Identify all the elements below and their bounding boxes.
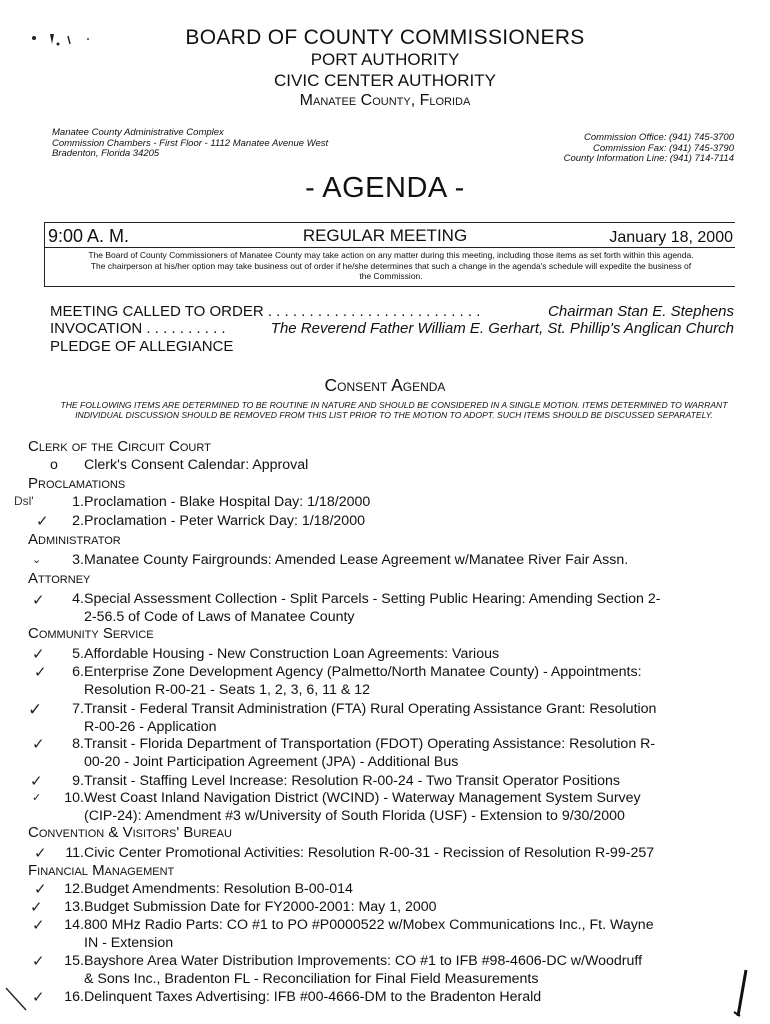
margin-bracket-icon xyxy=(726,966,756,1022)
item-9-number: 9. xyxy=(72,773,84,789)
item-1-number: 1. xyxy=(72,494,84,510)
item-15 xyxy=(84,953,734,988)
meeting-notice xyxy=(50,250,732,282)
meeting-type: REGULAR MEETING xyxy=(302,226,468,245)
item-3: Manatee County Fairgrounds: Amended Lease Agreement w/Manatee River Fair Assn. xyxy=(84,552,629,568)
item-10-number: 10. xyxy=(64,790,84,806)
check-icon: ✓ xyxy=(34,664,47,681)
invocation-label: INVOCATION . . . . . . . . . . xyxy=(50,320,226,337)
meeting-date: January 18, 2000 xyxy=(609,229,733,246)
notice-line3: the Commission. xyxy=(359,271,423,281)
item-5-number: 5. xyxy=(72,646,84,662)
item-11-number: 11. xyxy=(65,845,84,861)
meeting-called-to-order xyxy=(50,303,734,320)
commission-office-phone: Commission Office: (941) 745-3700 xyxy=(584,132,734,143)
item-2: Proclamation - Peter Warrick Day: 1/18/2000 xyxy=(84,513,365,529)
called-label: MEETING CALLED TO ORDER . . . . . . . . . . . . . . . . . . . . . . . . . . xyxy=(50,303,481,320)
consent-note xyxy=(44,400,744,420)
clerk-bullet: o xyxy=(50,457,58,473)
check-icon: ✓ xyxy=(30,773,43,790)
item-8-line2: 00-20 - Joint Participation Agreement (JPA) - Additional Bus xyxy=(84,753,459,770)
item-3-number: 3. xyxy=(72,552,84,568)
invocation-by: The Reverend Father William E. Gerhart, St. Phillip's Anglican Church xyxy=(270,320,734,337)
item-12-number: 12. xyxy=(64,881,84,897)
board-title: BOARD OF COUNTY COMMISSIONERS xyxy=(185,26,585,49)
item-6 xyxy=(84,664,734,699)
item-13-number: 13. xyxy=(64,899,84,915)
check-icon: ✓ xyxy=(28,700,43,719)
address-left-line3: Bradenton, Florida 34205 xyxy=(52,148,160,159)
called-by: Chairman Stan E. Stephens xyxy=(548,303,734,320)
address-left xyxy=(52,128,372,160)
check-icon: ✓ xyxy=(32,592,45,609)
item-11: Civic Center Promotional Activities: Resolution R-00-31 - Recission of Resolution R-99-257 xyxy=(84,845,655,861)
check-icon: ✓ xyxy=(32,989,45,1006)
item-4 xyxy=(84,591,734,626)
section-community-service: Community Service xyxy=(28,625,154,642)
item-9: Transit - Staffing Level Increase: Resolution R-00-24 - Two Transit Operator Positions xyxy=(84,773,620,789)
address-left-line2: Commission Chambers - First Floor - 1112 Manatee Avenue West xyxy=(52,137,329,149)
item-6-line2: Resolution R-00-21 - Seats 1, 2, 3, 6, 11 & 12 xyxy=(84,681,371,698)
section-financial-management: Financial Management xyxy=(28,862,175,879)
consent-note-line1: THE FOLLOWING ITEMS ARE DETERMINED TO BE ROUTINE IN NATURE AND SHOULD BE CONSIDERED IN A SINGLE MOTION. ITEMS DETERMINED TO WARRANT xyxy=(60,400,728,410)
consent-agenda-title: Consent Agenda xyxy=(324,375,446,395)
check-icon: ⌄ xyxy=(32,554,42,566)
section-proclamations: Proclamations xyxy=(28,475,126,492)
county-info-line: County Information Line: (941) 714-7114 xyxy=(563,153,734,164)
item-4-line1: Special Assessment Collection - Split Parcels - Setting Public Hearing: Amending Section 2- xyxy=(84,591,661,607)
check-icon: ✓ xyxy=(32,953,45,970)
item-8-number: 8. xyxy=(72,736,84,752)
section-attorney: Attorney xyxy=(28,570,91,587)
item-8-line1: Transit - Florida Department of Transportation (FDOT) Operating Assistance: Resolution R- xyxy=(84,736,656,752)
check-icon: ✓ xyxy=(34,881,47,898)
item-14 xyxy=(84,917,734,952)
item-10-line2: (CIP-24): Amendment #3 w/University of South Florida (USF) - Extension to 9/30/2000 xyxy=(84,807,625,824)
item-6-line1: Enterprise Zone Development Agency (Palmetto/North Manatee County) - Appointments: xyxy=(84,664,642,680)
consent-note-line2: INDIVIDUAL DISCUSSION SHOULD BE REMOVED FROM THIS LIST PRIOR TO THE MOTION TO ADOPT. SUCH ITEMS SHOULD BE DISCUSSED SEPARATELY. xyxy=(75,410,713,420)
item-2-number: 2. xyxy=(72,513,84,529)
check-icon: ✓ xyxy=(32,646,45,663)
item-15-line1: Bayshore Area Water Distribution Improvements: CO #1 to IFB #98-4606-DC w/Woodruff xyxy=(84,953,643,969)
port-authority-title: PORT AUTHORITY xyxy=(310,50,460,69)
item-14-line1: 800 MHz Radio Parts: CO #1 to PO #P0000522 w/Mobex Communications Inc., Ft. Wayne xyxy=(84,917,654,933)
item-14-number: 14. xyxy=(64,917,84,933)
pledge: PLEDGE OF ALLEGIANCE xyxy=(50,338,234,355)
item-12: Budget Amendments: Resolution B-00-014 xyxy=(84,881,353,897)
civic-center-title: CIVIC CENTER AUTHORITY xyxy=(274,71,496,90)
commission-fax: Commission Fax: (941) 745-3790 xyxy=(593,142,734,154)
item-10-line1: West Coast Inland Navigation District (WCIND) - Waterway Management System Survey xyxy=(84,790,641,806)
check-icon: ✓ xyxy=(34,845,47,862)
handwritten-mark: Dsl' xyxy=(14,494,34,508)
item-10 xyxy=(84,790,734,825)
item-15-line2: & Sons Inc., Bradenton FL - Reconciliation for Final Field Measurements xyxy=(84,970,539,987)
check-icon: ✓ xyxy=(32,736,45,753)
item-8 xyxy=(84,736,734,771)
item-7-line2: R-00-26 - Application xyxy=(84,718,217,735)
meeting-time: 9:00 A. M. xyxy=(48,226,130,246)
item-7-line1: Transit - Federal Transit Administration (FTA) Rural Operating Assistance Grant: Resolution xyxy=(84,701,657,717)
invocation xyxy=(50,320,734,337)
section-administrator: Administrator xyxy=(28,531,121,548)
county-title: Manatee County, Florida xyxy=(299,92,471,109)
item-15-number: 15. xyxy=(64,953,84,969)
item-16-number: 16. xyxy=(64,989,84,1005)
notice-line1: The Board of County Commissioners of Manatee County may take action on any matter during this meeting, including those items as set forth within this agenda. xyxy=(88,250,694,260)
item-4-number: 4. xyxy=(72,591,84,607)
check-icon: ✓ xyxy=(30,899,43,916)
agenda-title: - AGENDA - xyxy=(305,172,465,204)
check-icon: ✓ xyxy=(32,917,45,934)
item-14-line2: IN - Extension xyxy=(84,934,174,951)
check-icon: ✓ xyxy=(36,513,49,530)
address-left-line1: Manatee County Administrative Complex xyxy=(52,127,224,138)
section-convention-visitors-bureau: Convention & Visitors' Bureau xyxy=(28,824,232,841)
margin-slash-icon xyxy=(0,980,40,1020)
item-4-line2: 2-56.5 of Code of Laws of Manatee County xyxy=(84,608,355,625)
notice-line2: The chairperson at his/her option may take business out of order if he/she determines that such a change in the agenda's schedule will expedite the business of xyxy=(90,260,692,271)
check-icon: ✓ xyxy=(32,792,42,804)
section-clerk: Clerk of the Circuit Court xyxy=(28,438,211,455)
item-7-number: 7. xyxy=(72,701,84,717)
item-6-number: 6. xyxy=(72,664,84,680)
item-7 xyxy=(84,701,734,736)
item-1: Proclamation - Blake Hospital Day: 1/18/2000 xyxy=(84,494,371,510)
clerk-consent-calendar: Clerk's Consent Calendar: Approval xyxy=(84,457,309,473)
item-16: Delinquent Taxes Advertising: IFB #00-4666-DM to the Bradenton Herald xyxy=(84,989,542,1005)
address-right xyxy=(460,133,734,165)
item-13: Budget Submission Date for FY2000-2001: May 1, 2000 xyxy=(84,899,437,915)
item-5: Affordable Housing - New Construction Loan Agreements: Various xyxy=(84,646,500,662)
